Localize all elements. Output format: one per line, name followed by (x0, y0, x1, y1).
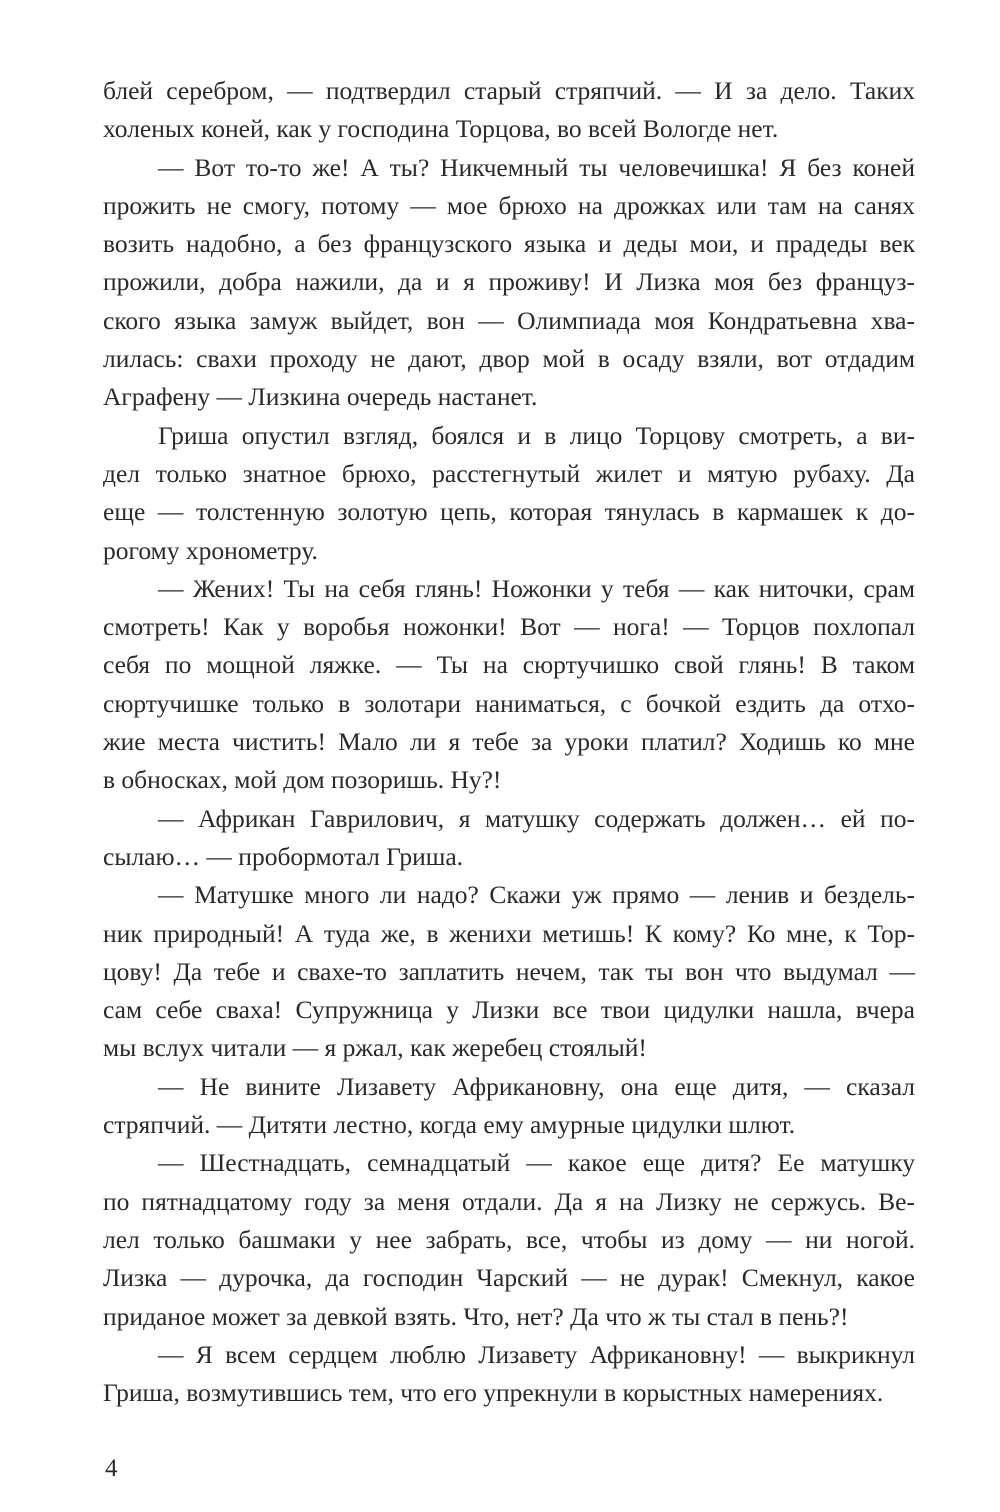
text-line: Аграфену — Лизкина очередь настанет. (103, 382, 538, 412)
text-line: возить надобно, а без французского языка и деды мои, и прадеды век (103, 229, 915, 259)
text-line: по пятнадцатому году за меня отдали. Да я на Лизку не сержусь. Ве- (103, 1186, 915, 1216)
text-line: — Шестнадцать, семнадцатый — какое еще дитя? Ее матушку (158, 1148, 915, 1178)
text-line: — Вот то-то же! А ты? Никчемный ты человечишка! Я без коней (158, 152, 915, 182)
body-text (103, 72, 915, 1412)
text-line: ник природный! А туда же, в женихи метишь! К кому? Ко мне, к Тор- (103, 918, 915, 948)
text-line: ского языка замуж выйдет, вон — Олимпиада моя Кондратьевна хва- (103, 305, 915, 335)
text-line: лилась: свахи проходу не дают, двор мой в осаду взяли, вот отдадим (103, 344, 915, 374)
paragraph (103, 800, 915, 877)
text-line: жие места чистить! Мало ли я тебе за уроки платил? Ходишь ко мне (103, 727, 915, 757)
text-line: — Африкан Гаврилович, я матушку содержать должен… ей по- (158, 803, 915, 833)
paragraph (103, 570, 915, 800)
text-line: себя по мощной ляжке. — Ты на сюртучишко свой глянь! В таком (103, 650, 915, 680)
text-line: еще — толстенную золотую цепь, которая тянулась в кармашек к до- (103, 497, 915, 527)
text-line: сюртучишке только в золотари наниматься, с бочкой ездить да отхо- (103, 688, 915, 718)
text-line: сылаю… — пробормотал Гриша. (103, 841, 464, 871)
text-line: блей серебром, — подтвердил старый стряпчий. — И за дело. Таких (103, 76, 915, 105)
text-line: лел только башмаки у нее забрать, все, чтобы из дому — ни ногой. (103, 1224, 915, 1254)
text-line: дел только знатное брюхо, расстегнутый жилет и мятую рубаху. Да (103, 458, 915, 488)
text-line: приданое может за девкой взять. Что, нет? Да что ж ты стал в пень?! (103, 1301, 849, 1331)
text-line: Гриша опустил взгляд, боялся и в лицо Торцову смотреть, а ви- (158, 420, 915, 450)
text-line: стряпчий. — Дитяти лестно, когда ему амурные цидулки шлют. (103, 1110, 796, 1140)
text-line: — Не вините Лизавету Африкановну, она еще дитя, — сказал (158, 1071, 915, 1101)
paragraph (103, 1336, 915, 1413)
text-line: смотреть! Как у воробья ножонки! Вот — нога! — Торцов похлопал (103, 612, 915, 642)
paragraph (103, 417, 915, 570)
paragraph (103, 149, 915, 417)
text-line: — Матушке много ли надо? Скажи уж прямо — ленив и бездель- (158, 880, 915, 910)
paragraph (103, 72, 915, 149)
text-line: в обносках, мой дом позоришь. Ну?! (103, 765, 502, 795)
text-line: сам себе сваха! Супружница у Лизки все твои цидулки нашла, вчера (103, 995, 915, 1025)
text-line: — Я всем сердцем люблю Лизавету Африкановну! — выкрикнул (158, 1339, 915, 1369)
text-line: холеных коней, как у господина Торцова, во всей Вологде нет. (103, 114, 779, 144)
text-line: — Жених! Ты на себя глянь! Ножонки у тебя — как ниточки, срам (158, 573, 915, 603)
text-line: прожили, добра нажили, да и я проживу! И Лизка моя без француз- (103, 267, 915, 297)
text-line: рогому хронометру. (103, 535, 318, 565)
paragraph (103, 1068, 915, 1145)
text-line: прожить не смогу, потому — мое брюхо на дрожках или там на санях (103, 190, 915, 220)
text-line: цову! Да тебе и свахе-то заплатить нечем, так ты вон что выдумал — (103, 956, 915, 986)
paragraph (103, 1144, 915, 1335)
text-line: Лизка — дурочка, да господин Чарский — не дурак! Смекнул, какое (103, 1263, 915, 1293)
paragraph (103, 876, 915, 1067)
page-number: 4 (105, 1455, 118, 1482)
text-line: мы вслух читали — я ржал, как жеребец стоялый! (103, 1033, 647, 1063)
text-line: Гриша, возмутившись тем, что его упрекнули в корыстных намерениях. (103, 1378, 884, 1408)
